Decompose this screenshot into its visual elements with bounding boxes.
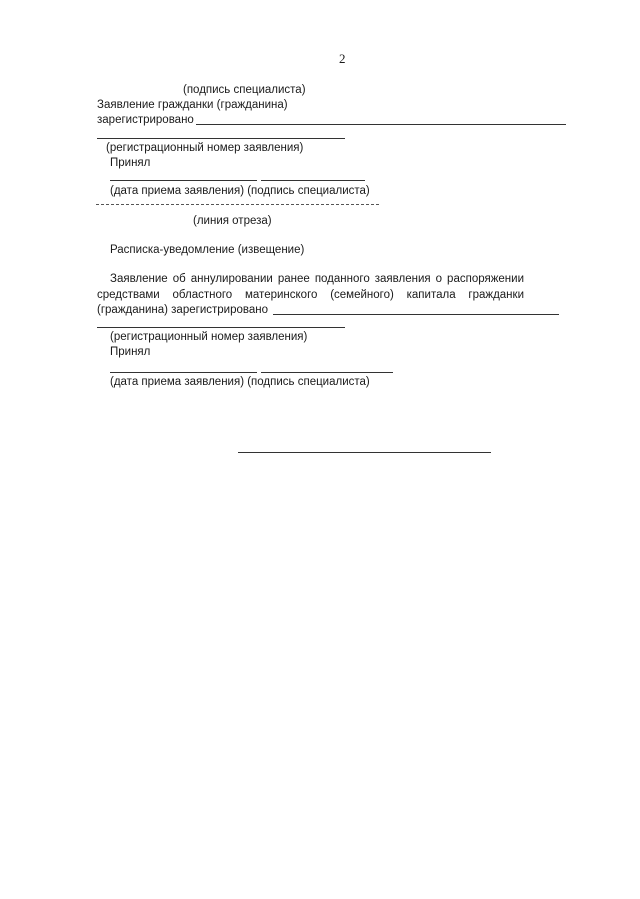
signature-blank-line bbox=[261, 180, 365, 181]
specialist-signature-caption: (подпись специалиста) bbox=[183, 84, 306, 96]
receipt-title: Расписка-уведомление (извещение) bbox=[110, 244, 305, 256]
receipt-date-blank-line bbox=[110, 372, 257, 373]
receipt-accepted-label: Принял bbox=[110, 346, 151, 358]
registration-number-blank-line bbox=[97, 138, 345, 139]
receipt-signature-blank-line bbox=[261, 372, 393, 373]
page-number: 2 bbox=[339, 51, 346, 66]
receipt-paragraph-line-1: Заявление об аннулировании ранее поданного заявления о распоряжении bbox=[110, 273, 524, 285]
registration-blank-line bbox=[196, 124, 566, 125]
registered-label: зарегистрировано bbox=[97, 114, 194, 126]
cut-line bbox=[96, 204, 379, 205]
accepted-label: Принял bbox=[110, 157, 151, 169]
cut-line-caption: (линия отреза) bbox=[193, 215, 272, 227]
receipt-registration-number-blank-line bbox=[97, 327, 345, 328]
reg-number-caption: (регистрационный номер заявления) bbox=[106, 142, 304, 154]
date-blank-line bbox=[110, 180, 257, 181]
receipt-date-signature-caption: (дата приема заявления) (подпись специалиста) bbox=[110, 376, 370, 388]
closing-separator-line bbox=[238, 452, 491, 453]
date-signature-caption: (дата приема заявления) (подпись специалиста) bbox=[110, 185, 370, 197]
receipt-paragraph-line-2: средствами областного материнского (семейного) капитала гражданки bbox=[97, 289, 524, 301]
receipt-registered-label: (гражданина) зарегистрировано bbox=[97, 304, 268, 316]
statement-line: Заявление гражданки (гражданина) bbox=[97, 99, 288, 111]
receipt-reg-number-caption: (регистрационный номер заявления) bbox=[110, 331, 308, 343]
receipt-registration-blank-line bbox=[273, 314, 559, 315]
